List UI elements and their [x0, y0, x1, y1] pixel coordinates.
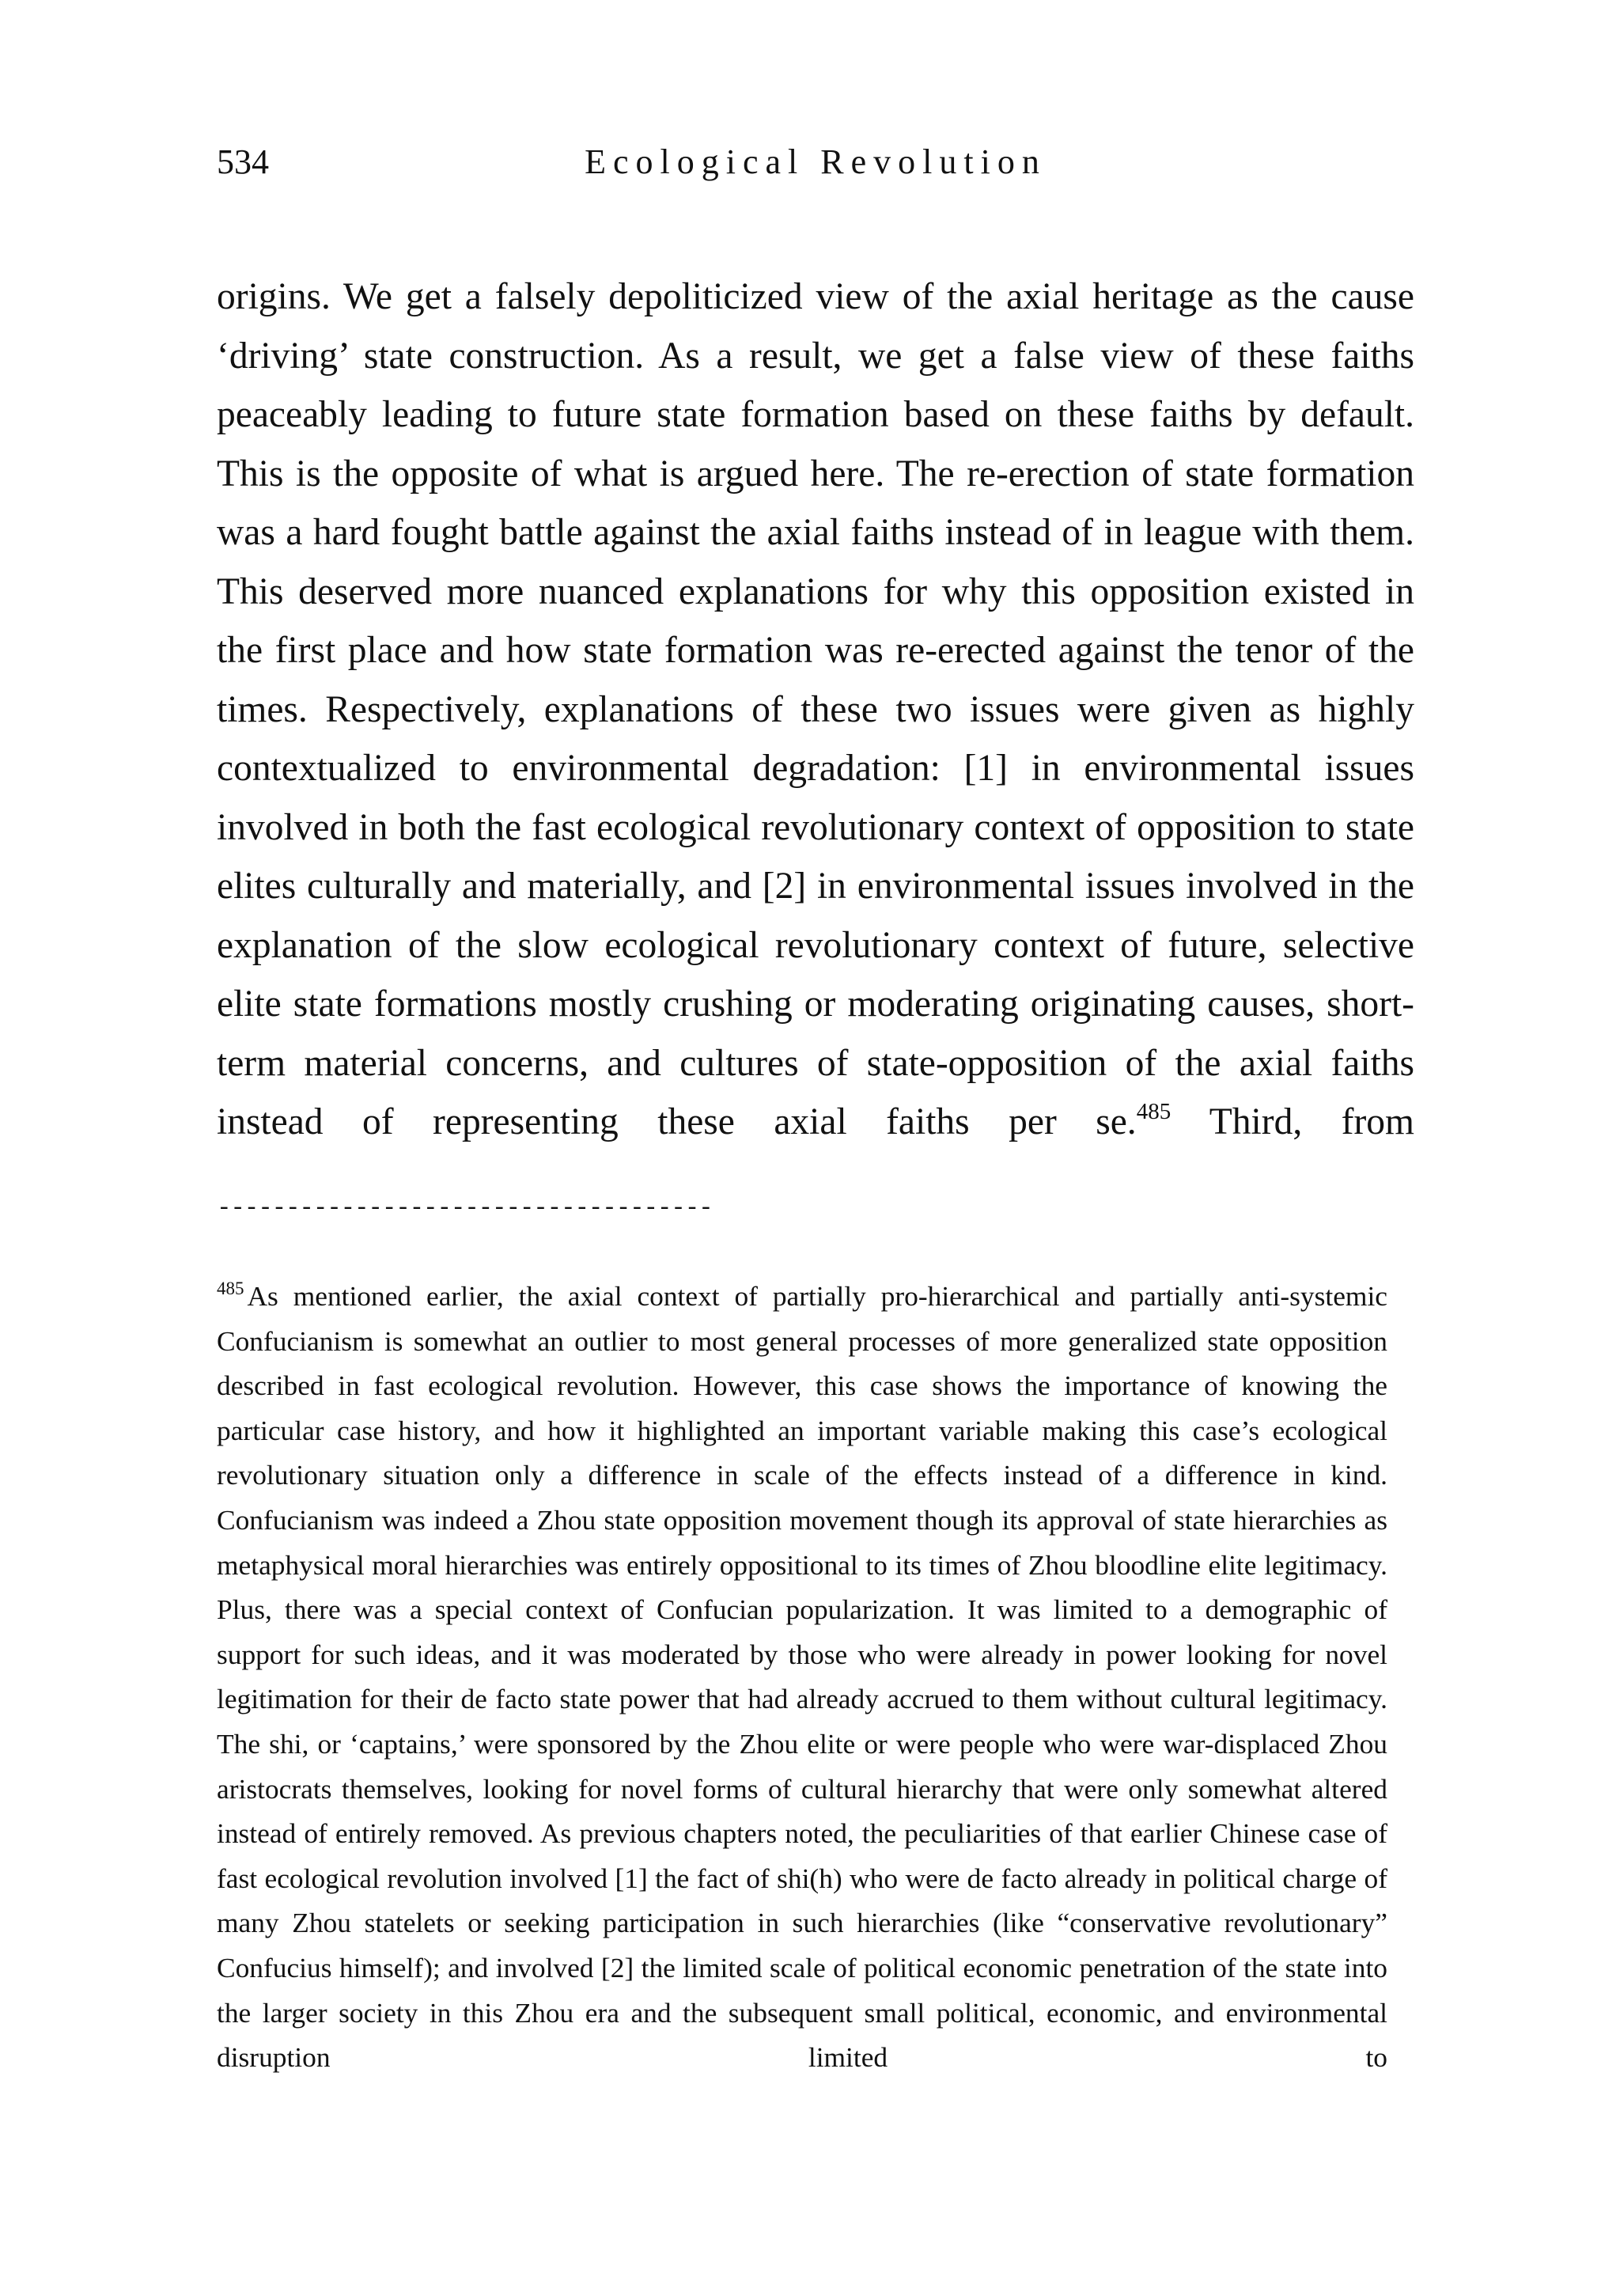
- running-title: Ecological Revolution: [585, 142, 1047, 181]
- page-header: [217, 135, 1414, 190]
- body-text-main: origins. We get a falsely depoliticized view of the axial heritage as the cause ‘driving’ state construction. As a result, we get a false view of these faiths peaceably leading to future state formation based on these faiths by default. This is the opposite of what is argued here. The re-erection of state formation was a hard fought battle against the axial faiths instead of in league with them. This deserved more nuanced explanations for why this opposition existed in the first place and how state formation was re-erected against the tenor of the times. Respectively, explanations of these two issues were given as highly contextualized to environmental degradation: [1] in environmental issues involved in both the fast ecological revolutionary context of opposition to state elites culturally and materially, and [2] in environmental issues involved in the explanation of the slow ecological revolutionary context of future, selective elite state formations mostly crushing or moderating originating causes, short-term material concerns, and cultures of state-opposition of the axial faiths instead of representing these axial faiths per se.: [217, 276, 1414, 1142]
- body-text-continuation: Third, from: [1171, 1101, 1415, 1142]
- footnote-reference[interactable]: 485: [1136, 1099, 1171, 1124]
- footnote: [217, 1274, 1387, 2080]
- footnote-separator: ------------------------------------: [217, 1195, 713, 1222]
- page-number: 534: [217, 142, 269, 181]
- footnote-text: As mentioned earlier, the axial context of partially pro-hierarchical and partially anti-systemic Confucianism is somewhat an outlier to most general processes of more generalized state opposition described in fast ecological revolution. However, this case shows the importance of knowing the particular case history, and how it highlighted an important variable making this case’s ecological revolutionary situation only a difference in scale of the effects instead of a difference in kind. Confucianism was indeed a Zhou state opposition movement though its approval of state hierarchies as metaphysical moral hierarchies was entirely oppositional to its times of Zhou bloodline elite legitimacy. Plus, there was a special context of Confucian popularization. It was limited to a demographic of support for such ideas, and it was moderated by those who were already in power looking for novel legitimation for their de facto state power that had already accrued to them without cultural legitimacy. The shi, or ‘captains,’ were sponsored by the Zhou elite or were people who were war-displaced Zhou aristocrats themselves, looking for novel forms of cultural hierarchy that were only somewhat altered instead of entirely removed. As previous chapters noted, the peculiarities of that earlier Chinese case of fast ecological revolution involved [1] the fact of shi(h) who were de facto already in political charge of many Zhou statelets or seeking participation in such hierarchies (like “conservative revolutionary” Confucius himself); and involved [2] the limited scale of political economic penetration of the state into the larger society in this Zhou era and the subsequent small political, economic, and environmental disruption limited to: [217, 1280, 1387, 2074]
- body-paragraph: [217, 267, 1414, 1152]
- footnote-number: 485: [217, 1279, 244, 1298]
